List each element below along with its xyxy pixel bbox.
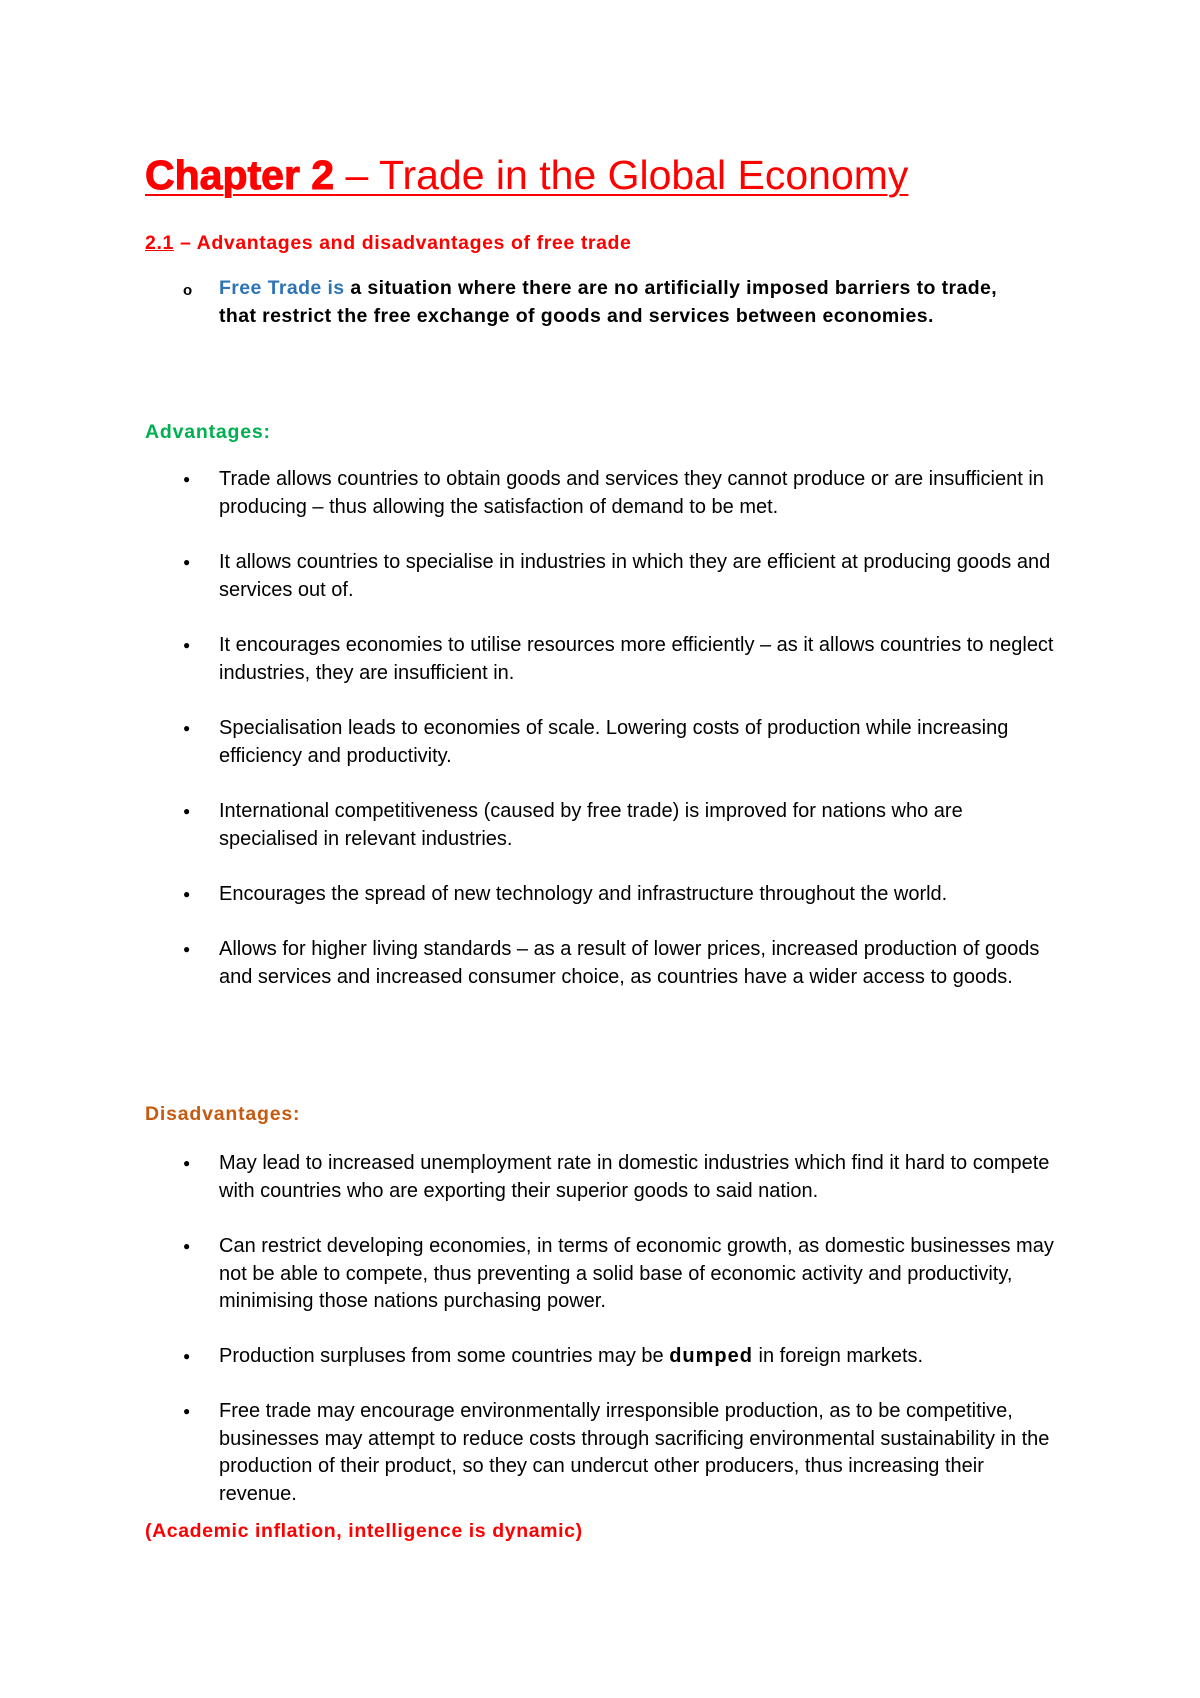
section-text: – Advantages and disadvantages of free trade bbox=[173, 232, 632, 254]
free-trade-definition bbox=[219, 275, 1039, 330]
bullet-icon: ● bbox=[183, 804, 191, 818]
advantage-item: Trade allows countries to obtain goods and services they cannot produce or are insufficient in producing – thus allowing the satisfaction of demand to be met. bbox=[219, 468, 1044, 518]
bullet-icon: ● bbox=[183, 638, 191, 652]
disadvantages-heading: Disadvantages: bbox=[145, 1103, 301, 1125]
advantage-item: Allows for higher living standards – as a result of lower prices, increased production of goods and services and increased consumer choice, as countries have a wider access to goods. bbox=[219, 938, 1040, 988]
definition-text: a situation where there are no artificially imposed barriers to trade, that restrict the free exchange of goods and services between economies. bbox=[219, 277, 998, 327]
bullet-icon: ● bbox=[183, 1156, 191, 1170]
item-text-after: in foreign markets. bbox=[752, 1345, 924, 1367]
definition-term: Free Trade is bbox=[219, 277, 345, 299]
disadvantage-item bbox=[219, 1343, 1064, 1371]
bullet-icon: ● bbox=[183, 472, 191, 486]
bullet-icon: ● bbox=[183, 1349, 191, 1363]
advantage-item: Encourages the spread of new technology and infrastructure throughout the world. bbox=[219, 883, 948, 905]
disadvantage-item: Free trade may encourage environmentally irresponsible production, as to be competitive, businesses may attempt to reduce costs through sacrificing environmental sustainability in the production of their product, so they can undercut other producers, thus increasing their revenue. bbox=[219, 1400, 1050, 1505]
advantages-heading: Advantages: bbox=[145, 421, 271, 443]
advantage-item: It allows countries to specialise in industries in which they are efficient at producing goods and services out of. bbox=[219, 551, 1051, 601]
bullet-icon: ● bbox=[183, 721, 191, 735]
advantage-item: It encourages economies to utilise resources more efficiently – as it allows countries to neglect industries, they are insufficient in. bbox=[219, 634, 1054, 684]
definition-marker: o bbox=[183, 282, 193, 299]
disadvantage-item: May lead to increased unemployment rate in domestic industries which find it hard to compete with countries who are exporting their superior goods to said nation. bbox=[219, 1152, 1050, 1202]
bullet-icon: ● bbox=[183, 1239, 191, 1253]
bullet-icon: ● bbox=[183, 555, 191, 569]
bullet-icon: ● bbox=[183, 887, 191, 901]
closing-note: (Academic inflation, intelligence is dynamic) bbox=[145, 1520, 583, 1542]
dumped-emphasis: dumped bbox=[669, 1345, 753, 1367]
title-dash: – bbox=[334, 152, 379, 198]
bullet-icon: ● bbox=[183, 1404, 191, 1418]
chapter-title bbox=[145, 152, 908, 199]
advantage-item: Specialisation leads to economies of scale. Lowering costs of production while increasing efficiency and productivity. bbox=[219, 717, 1009, 767]
advantage-item: International competitiveness (caused by free trade) is improved for nations who are specialised in relevant industries. bbox=[219, 800, 963, 850]
bullet-icon: ● bbox=[183, 942, 191, 956]
chapter-label: Chapter 2 bbox=[145, 152, 335, 198]
section-heading bbox=[145, 232, 632, 255]
disadvantage-item: Can restrict developing economies, in terms of economic growth, as domestic businesses may not be able to compete, thus preventing a solid base of economic activity and productivity, minimising those nations purchasing power. bbox=[219, 1235, 1054, 1312]
section-number: 2.1 bbox=[145, 232, 174, 254]
chapter-subtitle: Trade in the Global Economy bbox=[378, 152, 909, 198]
item-text-before: Production surpluses from some countries may be bbox=[219, 1345, 670, 1367]
